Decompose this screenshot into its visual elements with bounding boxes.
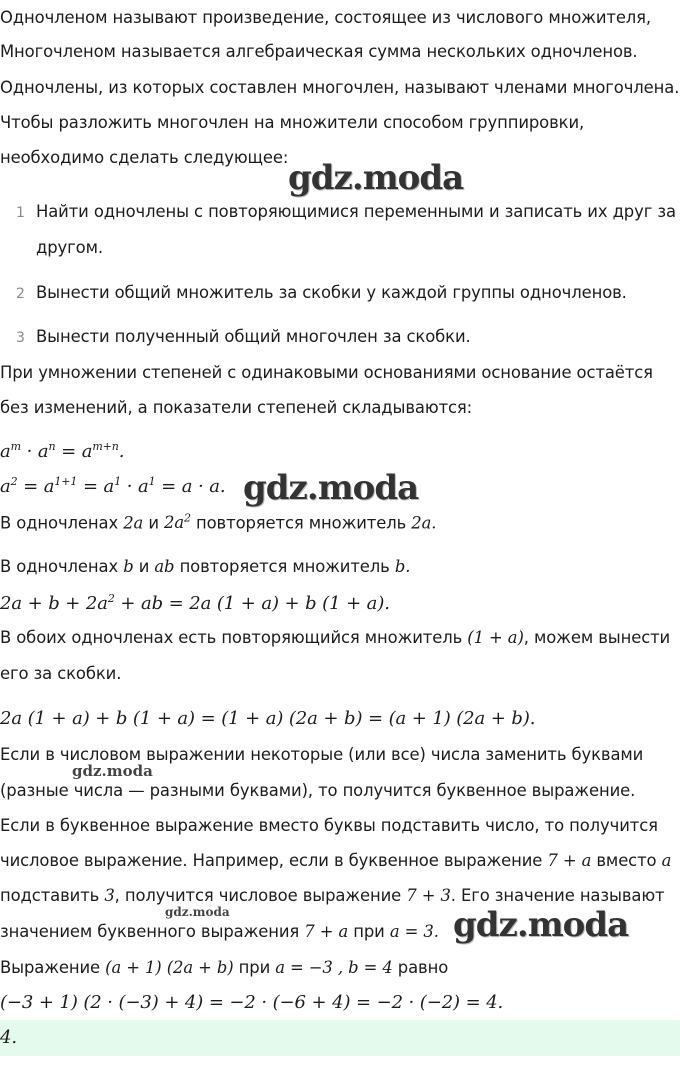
step-text: Вынести полученный общий многочлен за скобки.	[36, 327, 471, 346]
definition-members: Одночлены, из которых составлен многочлен, называют членами многочлена.	[0, 78, 680, 97]
step-number: 3	[16, 330, 25, 346]
literal-expression-2: (разные числа — разными буквами), то получится буквенное выражение.	[0, 781, 636, 800]
substitution-4: значением буквенного выражения 7 + a при a = 3.	[0, 922, 439, 941]
definition-monomial: Одночленом называют произведение, состоящее из числового множителя,	[0, 8, 652, 27]
watermark-logo: gdz.moda	[72, 762, 153, 780]
step-text: Вынести общий множитель за скобки у каждой группы одночленов.	[36, 283, 627, 302]
watermark-logo: gdz.moda	[165, 905, 230, 919]
common-factor-both-cont: его за скобки.	[0, 664, 122, 683]
grouping-intro-1: Чтобы разложить многочлен на множители способом группировки,	[0, 113, 585, 132]
grouping-intro-2: необходимо сделать следующее:	[0, 148, 289, 167]
step-text: Найти одночлены с повторяющимися переменными и записать их друг за	[36, 202, 676, 221]
watermark-logo: gdz.moda	[453, 905, 629, 945]
common-factor-a: В одночленах 2a и $2a^2$ повторяется множитель 2a.	[0, 512, 437, 533]
watermark-logo: gdz.moda	[243, 468, 419, 508]
definition-polynomial: Многочленом называется алгебраическая сумма нескольких одночленов.	[0, 42, 638, 61]
common-factor-both: В обоих одночленах есть повторяющийся множитель (1 + a), можем вынести	[0, 628, 671, 647]
formula-grouping: $2a + b + 2a^2$ + ab = 2a (1 + a) + b (1 + a).	[0, 592, 390, 614]
powers-rule-2: без изменений, а показатели степеней складываются:	[0, 398, 473, 417]
formula-power-rule: $a^m \cdot a^n = a^{m+n}$.	[0, 440, 125, 462]
evaluation-statement: Выражение (a + 1) (2a + b) при a = −3 , b = 4 равно	[0, 958, 449, 977]
formula-evaluation: (−3 + 1) (2 · (−3) + 4) = −2 · (−6 + 4) = −2 · (−2) = 4.	[0, 992, 504, 1013]
step-number: 2	[16, 286, 25, 302]
answer-value: 4.	[0, 1027, 17, 1048]
literal-expression-1: Если в числовом выражении некоторые (или все) числа заменить буквами	[0, 745, 644, 764]
formula-factored: 2a (1 + a) + b (1 + a) = (1 + a) (2a + b) = (a + 1) (2a + b).	[0, 708, 536, 729]
answer-highlight	[0, 1020, 680, 1056]
substitution-1: Если в буквенное выражение вместо буквы подставить число, то получится	[0, 816, 658, 835]
common-factor-b: В одночленах b и ab повторяется множитель b.	[0, 557, 411, 576]
step-text-cont: другом.	[36, 238, 103, 257]
powers-rule-1: При умножении степеней с одинаковыми основаниями основание остаётся	[0, 363, 653, 382]
substitution-2: числовое выражение. Например, если в буквенное выражение 7 + a вместо a	[0, 851, 672, 870]
formula-power-example: $a^2 = a^{1+1} = a^1 \cdot a^1 = a \cdot a$.	[0, 475, 226, 497]
watermark-logo: gdz.moda	[288, 158, 464, 198]
step-number: 1	[16, 205, 25, 221]
substitution-3: подставить 3, получится числовое выражение 7 + 3. Его значение называют	[0, 886, 665, 905]
